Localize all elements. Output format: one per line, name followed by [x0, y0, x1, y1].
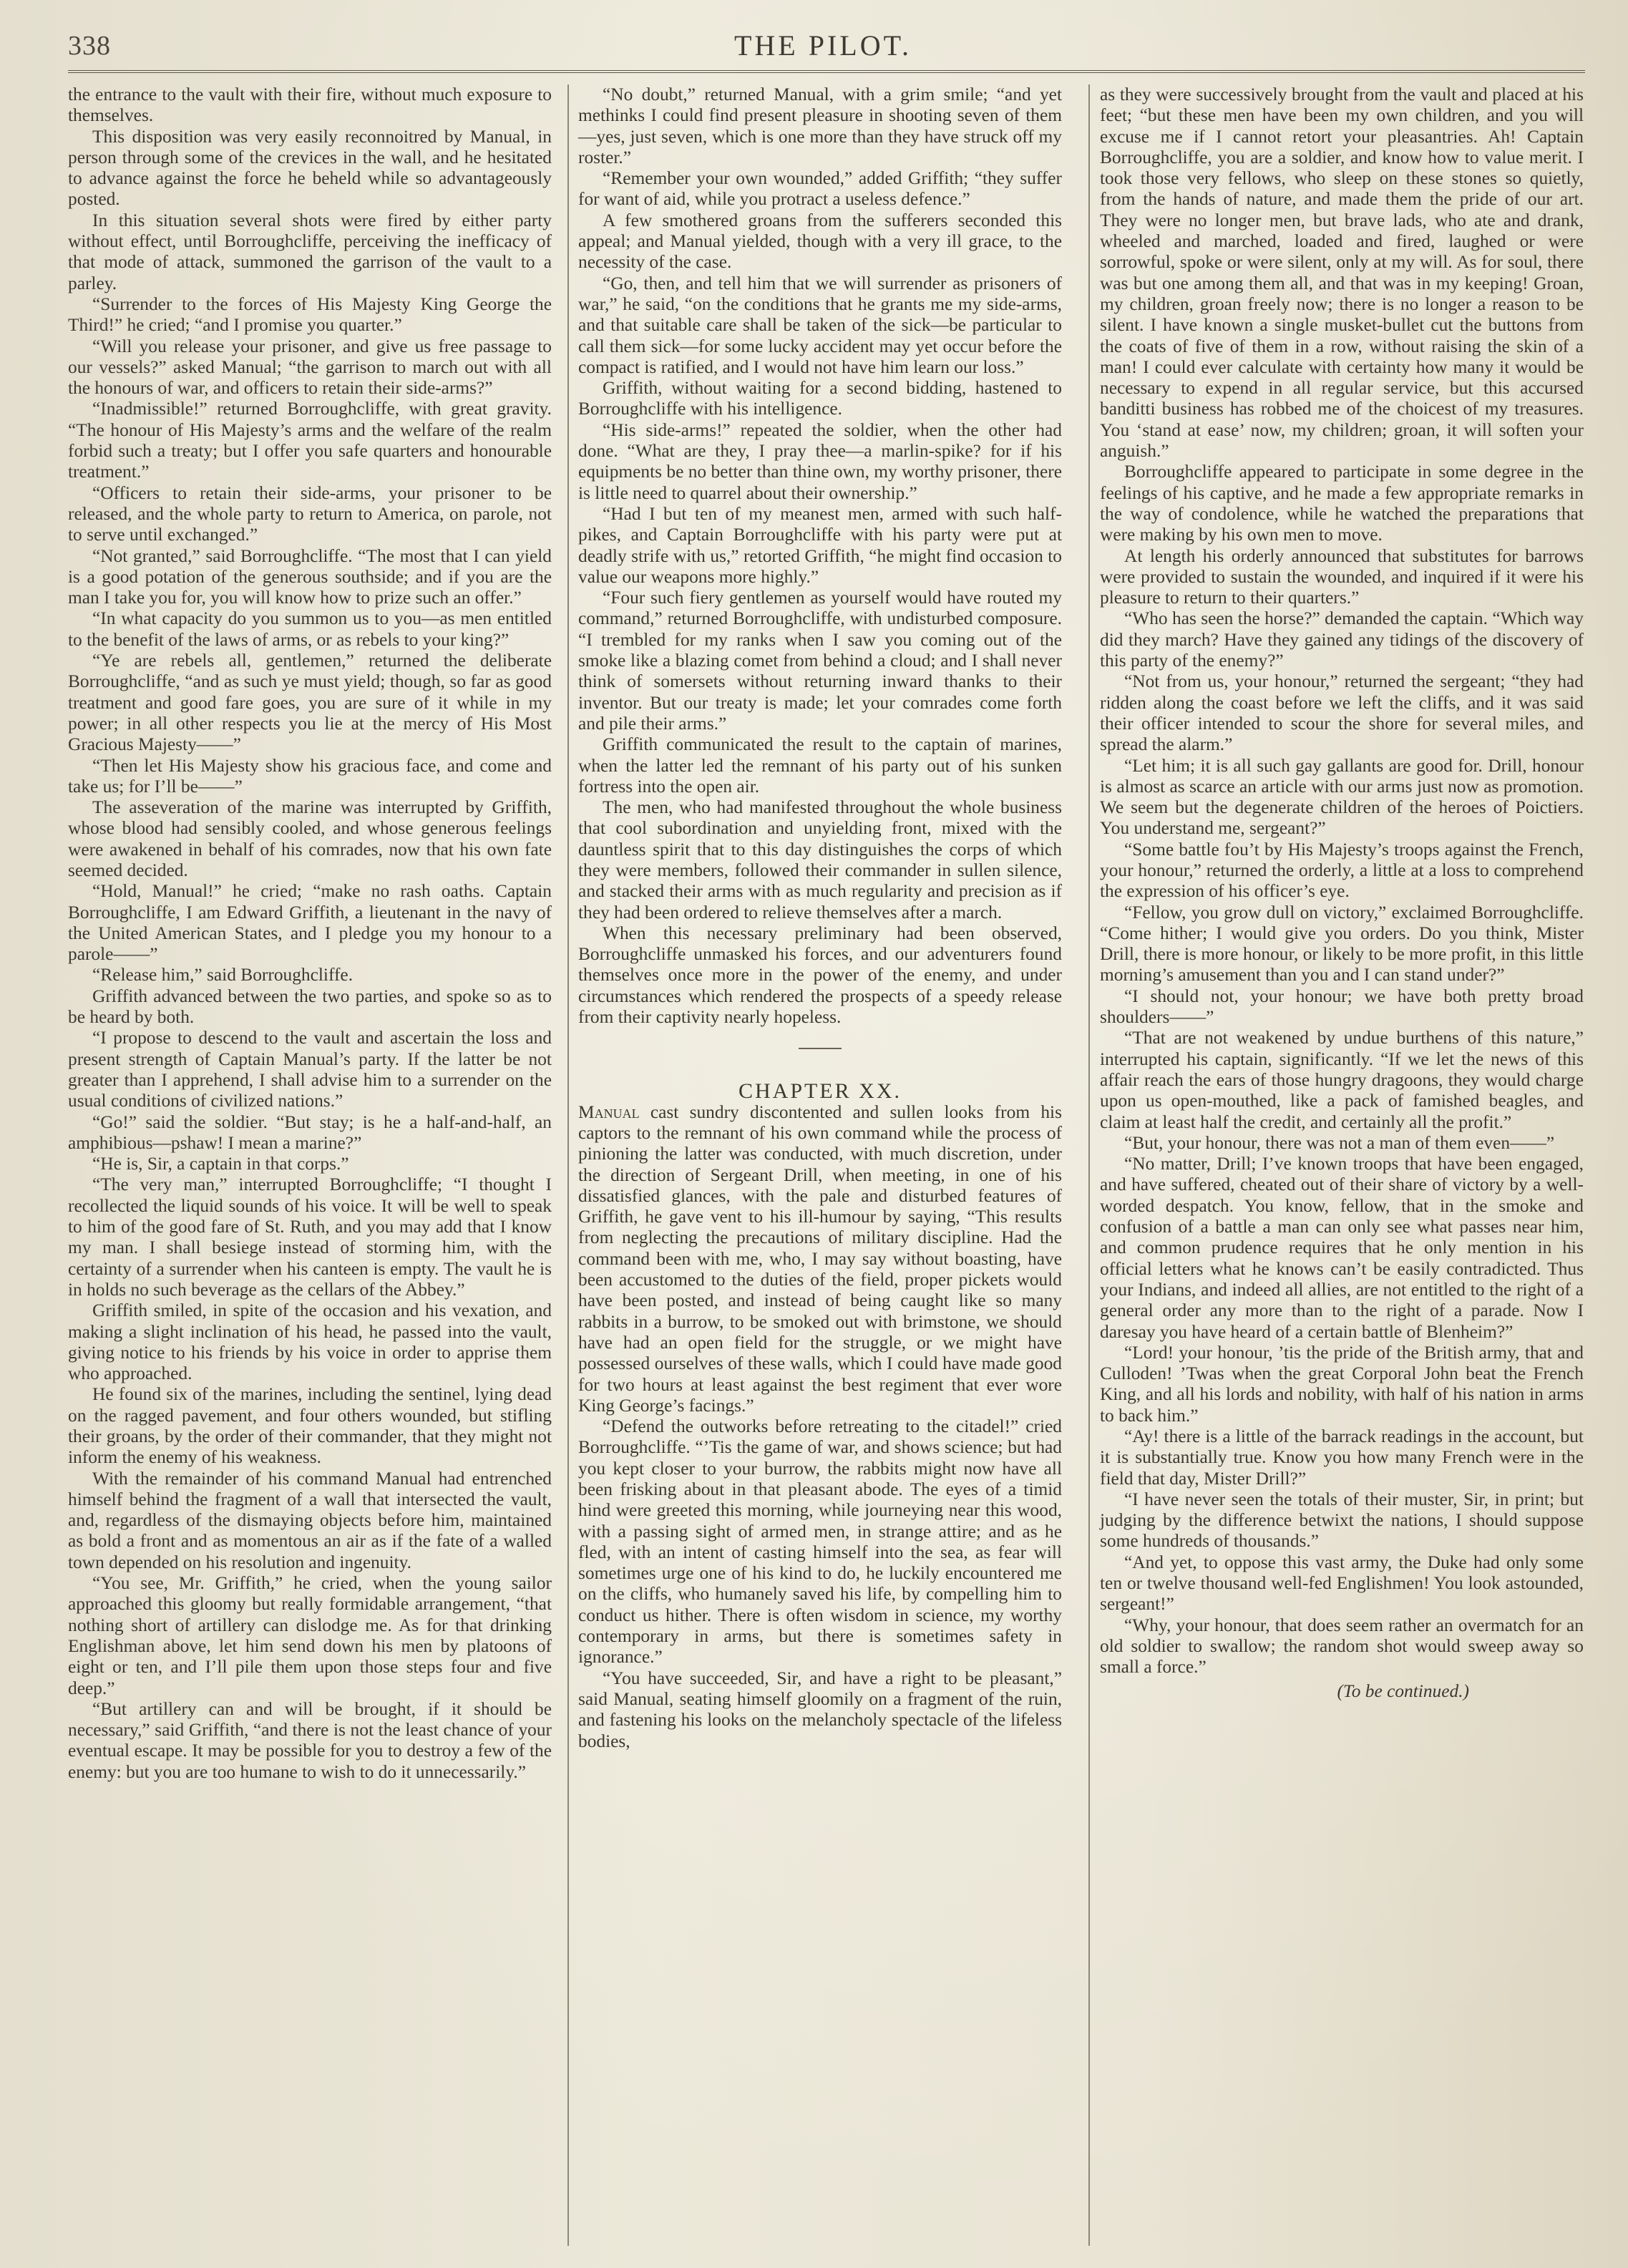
paragraph: “Defend the outworks before retreating to the citadel!” cried Borroughcliffe. “’Tis the game of war, and shows science; but had you kept closer to your burrow, the rabbits might now have all been frisking about in that pleasant abode. The eyes of a timid hind were greeted this morning, while journeying near this wood, with a passing sight of armed men, in strange attire; and as he fled, with an intent of casting himself into the sea, as fear will sometimes urge one of his kind to do, he luckily encountered me on the cliffs, who humanely saved his life, by compelling him to conduct us hither. There is often wisdom in science, my worthy contemporary in arms, but there is sometimes safety in ignorance.”: [578, 1416, 1062, 1668]
paragraph: “He is, Sir, a captain in that corps.”: [92, 1154, 349, 1174]
opening-text: cast sundry discontented and sullen looks from his captors to the remnant of his own command while the process of pinioning the latter was conducted, with much discretion, under the direction of Sergeant Drill, when meeting, in one of his dissatisfied glances, with the pale and disturbed features of Griffith, he gave vent to his ill-humour by saying, “This results from neglecting the precautions of military discipline. Had the command been with me, who, I may say without boasting, have been accustomed to the duties of the field, proper pickets would have been posted, and instead of being caught like so many rabbits in a burrow, to be smoked out with brimstone, we should have had an open field for the struggle, or we might have possessed ourselves of these walls, which I could have made good for two hours at least against the best regiment that ever wore King George’s facings.”: [578, 1101, 1062, 1416]
paragraph: In this situation several shots were fired by either party without effect, until Borroughcliffe, perceiving the inefficacy of that mode of attack, summoned the garrison of the vault to a parley.: [68, 210, 552, 293]
paragraph: With the remainder of his command Manual had entrenched himself behind the fragment of a wall that intersected the vault, and, regardless of the dismaying objects before him, maintained as bold a front and as momentous an air as if the fate of a walled town depended on his resolution and ingenuity.: [68, 1468, 552, 1572]
paragraph: “Not granted,” said Borroughcliffe. “The most that I can yield is a good potation of the generous southside; and if you are the man I take you for, you will know how to prize such an offer.”: [68, 545, 552, 608]
paragraph: “Then let His Majesty show his gracious face, and come and take us; for I’ll be——”: [68, 755, 552, 797]
paragraph: “Some battle fou’t by His Majesty’s troops against the French, your honour,” returned the orderly, a little at a loss to comprehend the expression of his officer’s eye.: [1100, 839, 1584, 902]
paragraph: “Go!” said the soldier. “But stay; is he a half-and-half, an amphibious—pshaw! I mean a marine?”: [68, 1111, 552, 1153]
paragraph: Borroughcliffe appeared to participate in some degree in the feelings of his captive, and he made a few appropriate remarks in the way of condolence, while he watched the preparations that were making by his own men to move.: [1100, 462, 1584, 545]
paragraph: “I propose to descend to the vault and ascertain the loss and present strength of Captain Manual’s party. If the latter be not greater than I apprehend, I shall advise him to a surrender on the usual conditions of civilized nations.”: [68, 1028, 552, 1111]
opening-word: Manual: [578, 1101, 640, 1122]
running-title: THE PILOT.: [733, 29, 912, 62]
paragraph: “Ay! there is a little of the barrack readings in the account, but it is substantially true. Know you how many French were in the field that day, Mister Drill?”: [1100, 1426, 1584, 1489]
column-2: [578, 84, 1062, 1752]
paragraph: The asseveration of the marine was interrupted by Griffith, whose blood had sensibly cooled, and whose generous feelings were awakened in behalf of his comrades, now that his own fate seemed decided.: [68, 797, 552, 880]
paragraph: “I have never seen the totals of their muster, Sir, in print; but judging by the difference betwixt the nations, I should suppose some hundreds of thousands.”: [1100, 1489, 1584, 1552]
paragraph: “Release him,” said Borroughcliffe.: [92, 965, 354, 985]
paragraph: “The very man,” interrupted Borroughcliffe; “I thought I recollected the liquid sounds of his voice. It will be well to speak to him of the good fare of St. Ruth, and you may add that I know my man. I shall besiege instead of storming him, with the certainty of a surrender when his canteen is empty. The vault he is in holds no such beverage as the cellars of the Abbey.”: [68, 1174, 552, 1300]
paragraph: Griffith smiled, in spite of the occasion and his vexation, and making a slight inclination of his head, he passed into the vault, giving notice to his friends by his voice in order to apprise them who approached.: [68, 1300, 552, 1384]
paragraph: “And yet, to oppose this vast army, the Duke had only some ten or twelve thousand well-fed Englishmen! You look astounded, sergeant!”: [1100, 1552, 1584, 1615]
paragraph: Griffith communicated the result to the captain of marines, when the latter led the remnant of his party out of his sunken fortress into the open air.: [578, 734, 1062, 797]
paragraph: “Had I but ten of my meanest men, armed with such half-pikes, and Captain Borroughcliffe with his party were put at deadly strife with us,” retorted Griffith, “he might find occasion to value our weapons more highly.”: [578, 503, 1062, 587]
paragraph: This disposition was very easily reconnoitred by Manual, in person through some of the crevices in the wall, and he hesitated to advance against the force he beheld while so advantageously posted.: [68, 126, 552, 210]
column-divider: [1088, 84, 1090, 2246]
paragraph: “Not from us, your honour,” returned the sergeant; “they had ridden along the coast before we left the cliffs, and it was said their officer intended to scour the shore for several miles, and spread the alarm.”: [1100, 671, 1584, 755]
paragraph: “Remember your own wounded,” added Griffith; “they suffer for want of aid, while you protract a useless defence.”: [578, 168, 1062, 210]
paragraph: “But, your honour, there was not a man of them even——”: [1124, 1132, 1555, 1153]
paragraph: “Fellow, you grow dull on victory,” exclaimed Borroughcliffe. “Come hither; I would give you orders. Do you think, Mister Drill, there is more honour, or likely to be more profit, in this little morning’s amusement than you and I can stand under?”: [1100, 902, 1584, 985]
column-divider: [567, 84, 569, 2246]
page-number: 338: [68, 31, 111, 61]
paragraph: “No doubt,” returned Manual, with a grim smile; “and yet methinks I could find present pleasure in shooting seven of them—yes, just seven, which is one more than they have struck off my roster.”: [578, 84, 1062, 167]
paragraph: A few smothered groans from the sufferers seconded this appeal; and Manual yielded, though with a very ill grace, to the necessity of the case.: [578, 210, 1062, 273]
paragraph: “In what capacity do you summon us to you—as men entitled to the benefit of the laws of arms, or as rebels to your king?”: [68, 608, 552, 650]
paragraph: “No matter, Drill; I’ve known troops that have been engaged, and have suffered, cheated out of their share of victory by a well-worded despatch. You know, fellow, that in the smoke and confusion of a battle a man can only see what passes near him, and common prudence requires that he only mention in his official letters what he knows can’t be easily contradicted. Thus your Indians, and indeed all allies, are not entitled to the right of a general order any more than to the right of a parade. Now I daresay you have heard of a certain battle of Blenheim?”: [1100, 1154, 1584, 1342]
paragraph: Griffith advanced between the two parties, and spoke so as to be heard by both.: [68, 985, 552, 1028]
paragraph: “Ye are rebels all, gentlemen,” returned the deliberate Borroughcliffe, “and as such ye must yield; though, so far as good treatment and good fare goes, you are sure of it while in my power; in all other respects you lie at the mercy of His Most Gracious Majesty——”: [68, 651, 552, 755]
paragraph: “Will you release your prisoner, and give us free passage to our vessels?” asked Manual; “the garrison to march out with all the honours of war, and officers to retain their side-arms?”: [68, 336, 552, 399]
paragraph: At length his orderly announced that substitutes for barrows were provided to sustain the wounded, and inquired if it were his pleasure to return to their quarters.”: [1100, 545, 1584, 608]
paragraph: “Four such fiery gentlemen as yourself would have routed my command,” returned Borroughcliffe, with undisturbed composure. “I trembled for my ranks when I saw you coming out of the smoke like a blazing comet from behind a cloud; and I shall never think of somersets without returning inward thanks to their inventor. But our treaty is made; let your comrades come forth and pile their arms.”: [578, 588, 1062, 734]
paragraph: “Lord! your honour, ’tis the pride of the British army, that and Culloden! ’Twas when the great Corporal John beat the French King, and all his lords and nobility, with half of his nation in arms to back him.”: [1100, 1342, 1584, 1426]
paragraph: “Why, your honour, that does seem rather an overmatch for an old soldier to swallow; the random shot would sweep away so small a force.”: [1100, 1615, 1584, 1678]
paragraph: as they were successively brought from the vault and placed at his feet; “but these men have been my own children, and you will excuse me if I cannot retort your pleasantries. Ah! Captain Borroughcliffe, you are a soldier, and know how to value merit. I took those very fellows, who sleep on these stones so quietly, from the hands of nature, and made them the pride of our art. They were no longer men, but brave lads, who ate and drank, wheeled and marched, loaded and fired, laughed or were sorrowful, spoke or were silent, only at my will. As for soul, there was but one among them all, and that was in my keeping! Groan, my children, groan freely now; there is no longer a reason to be silent. I have known a single musket-bullet cut the buttons from the coats of five of them in a row, without raising the skin of a man! I could ever calculate with certainty how many it would be necessary to expend in all regular service, but this accursed banditti business has robbed me of the choicest of my treasures. You ‘stand at ease’ now, my children; groan, it will soften your anguish.”: [1100, 84, 1584, 462]
chapter-opening-paragraph: [578, 1102, 1062, 1416]
paragraph: Griffith, without waiting for a second bidding, hastened to Borroughcliffe with his intelligence.: [578, 378, 1062, 419]
paragraph: He found six of the marines, including the sentinel, lying dead on the ragged pavement, and four others wounded, but stifling their groans, by the order of their commander, that they might not inform the enemy of his weakness.: [68, 1384, 552, 1468]
column-3: [1100, 84, 1584, 1702]
chapter-heading: CHAPTER XX.: [738, 1079, 902, 1104]
paragraph: “You see, Mr. Griffith,” he cried, when the young sailor approached this gloomy but really formidable arrangement, “that nothing short of artillery can dislodge me. As for that drinking Englishman above, let him send down his men by platoons of eight or ten, and I’ll pile them upon those steps four and five deep.”: [68, 1573, 552, 1698]
paragraph: When this necessary preliminary had been observed, Borroughcliffe unmasked his forces, and our adventurers found themselves once more in the power of the enemy, and under circumstances which rendered the prospects of a speedy release from their captivity nearly hopeless.: [578, 923, 1062, 1028]
paragraph: “But artillery can and will be brought, if it should be necessary,” said Griffith, “and there is not the least chance of your eventual escape. It may be possible for you to destroy a few of the enemy: but you are too humane to wish to do it unnecessarily.”: [68, 1698, 552, 1782]
paragraph: “I should not, your honour; we have both pretty broad shoulders——”: [1100, 985, 1584, 1028]
paragraph: “Surrender to the forces of His Majesty King George the Third!” he cried; “and I promise you quarter.”: [68, 293, 552, 336]
paragraph: “That are not weakened by undue burthens of this nature,” interrupted his captain, significantly. “If we let the news of this affair reach the ears of those hungry dragoons, they would charge upon us open-mouthed, like a pack of famished beagles, and claim at least half the credit, and certainly all the profit.”: [1100, 1028, 1584, 1132]
to-be-continued: (To be continued.): [1337, 1680, 1469, 1701]
header-rule: [68, 70, 1585, 73]
paragraph: “His side-arms!” repeated the soldier, when the other had done. “What are they, I pray thee—a marlin-spike? for if his equipments be no better than thine own, my worthy prisoner, there is little need to quarrel about their ownership.”: [578, 419, 1062, 503]
paragraph: “Go, then, and tell him that we will surrender as prisoners of war,” he said, “on the conditions that he grants me my side-arms, and that suitable care shall be taken of the sick—be particular to call them sick—for some lucky accident may yet occur before the compact is ratified, and I would not have him learn our loss.”: [578, 273, 1062, 377]
section-separator: [799, 1048, 842, 1049]
page-header: [68, 26, 1578, 62]
paragraph: The men, who had manifested throughout the whole business that cool subordination and unyielding front, mixed with the dauntless spirit that to this day distinguishes the corps of which they were members, followed their commander in sullen silence, and stacked their arms with as much regularity and precision as if they had been ordered to relieve themselves after a march.: [578, 797, 1062, 923]
paragraph: the entrance to the vault with their fire, without much exposure to themselves.: [68, 84, 552, 126]
paragraph: “Officers to retain their side-arms, your prisoner to be released, and the whole party to return to America, on parole, not to serve until exchanged.”: [68, 482, 552, 545]
paragraph: “Let him; it is all such gay gallants are good for. Drill, honour is almost as scarce an article with our arms just now as promotion. We seem but the degenerate children of the heroes of Poictiers. You understand me, sergeant?”: [1100, 755, 1584, 839]
paragraph: “You have succeeded, Sir, and have a right to be pleasant,” said Manual, seating himself gloomily on a fragment of the ruin, and fastening his looks on the melancholy spectacle of the lifeless bodies,: [578, 1668, 1062, 1751]
paragraph: “Who has seen the horse?” demanded the captain. “Which way did they march? Have they gained any tidings of the discovery of this party of the enemy?”: [1100, 608, 1584, 671]
paragraph: “Hold, Manual!” he cried; “make no rash oaths. Captain Borroughcliffe, I am Edward Griffith, a lieutenant in the navy of the United American States, and I pledge you my honour to a parole——”: [68, 881, 552, 965]
paragraph: “Inadmissible!” returned Borroughcliffe, with great gravity. “The honour of His Majesty’s arms and the welfare of the realm forbid such a treaty; but I offer you safe quarters and honourable treatment.”: [68, 399, 552, 482]
column-1: [68, 84, 552, 1783]
